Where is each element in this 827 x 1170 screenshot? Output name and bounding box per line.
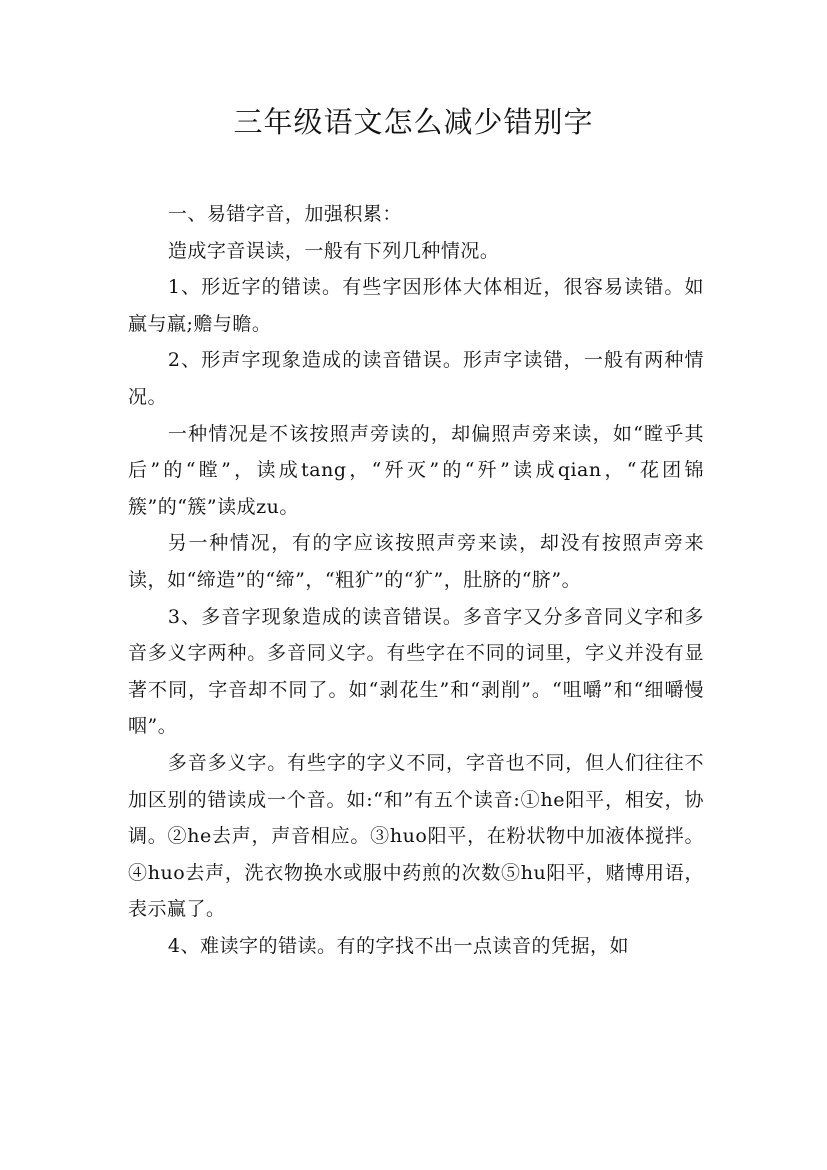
paragraph-case-a: 一种情况是不该按照声旁读的，却偏照声旁来读，如“瞠乎其后”的“瞠”，读成tang，“歼灭”的“歼”读成qian，“花团锦簇”的“簇”读成zu。 bbox=[128, 422, 704, 518]
paragraph-point-3: 3、多音字现象造成的读音错误。多音字又分多音同义字和多音多义字两种。多音同义字。有些字在不同的词里，字义并没有显著不同，字音却不同了。如“剥花生”和“剥削”。“咀嚼”和“细嚼慢咽”。 bbox=[128, 605, 704, 738]
paragraph-point-2: 2、形声字现象造成的读音错误。形声字读错，一般有两种情况。 bbox=[128, 349, 704, 408]
paragraph-intro: 造成字音误读，一般有下列几种情况。 bbox=[167, 239, 500, 262]
paragraph-case-b: 另一种情况，有的字应该按照声旁来读，却没有按照声旁来读，如“缔造”的“缔”，“粗犷”的“犷”，肚脐的“脐”。 bbox=[128, 532, 704, 591]
paragraph-heading: 一、易错字音，加强积累： bbox=[167, 203, 402, 225]
document-body bbox=[128, 196, 704, 964]
paragraph-point-1: 1、形近字的错读。有些字因形体大体相近，很容易读错。如赢与羸;赡与瞻。 bbox=[128, 276, 704, 335]
document-title: 三年级语文怎么减少错别字 bbox=[233, 105, 594, 139]
paragraph-polyphone: 多音多义字。有些字的字义不同，字音也不同，但人们往往不加区别的错读成一个音。如:“和”有五个读音:①he阳平，相安，协调。②he去声，声音相应。③huo阳平，在粉状物中加液体搅拌。④huo去声，洗衣物换水或服中药煎的次数⑤hu阳平，赌博用语，表示赢了。 bbox=[128, 751, 704, 921]
paragraph-point-4: 4、难读字的错读。有的字找不出一点读音的凭据，如 bbox=[167, 934, 629, 957]
